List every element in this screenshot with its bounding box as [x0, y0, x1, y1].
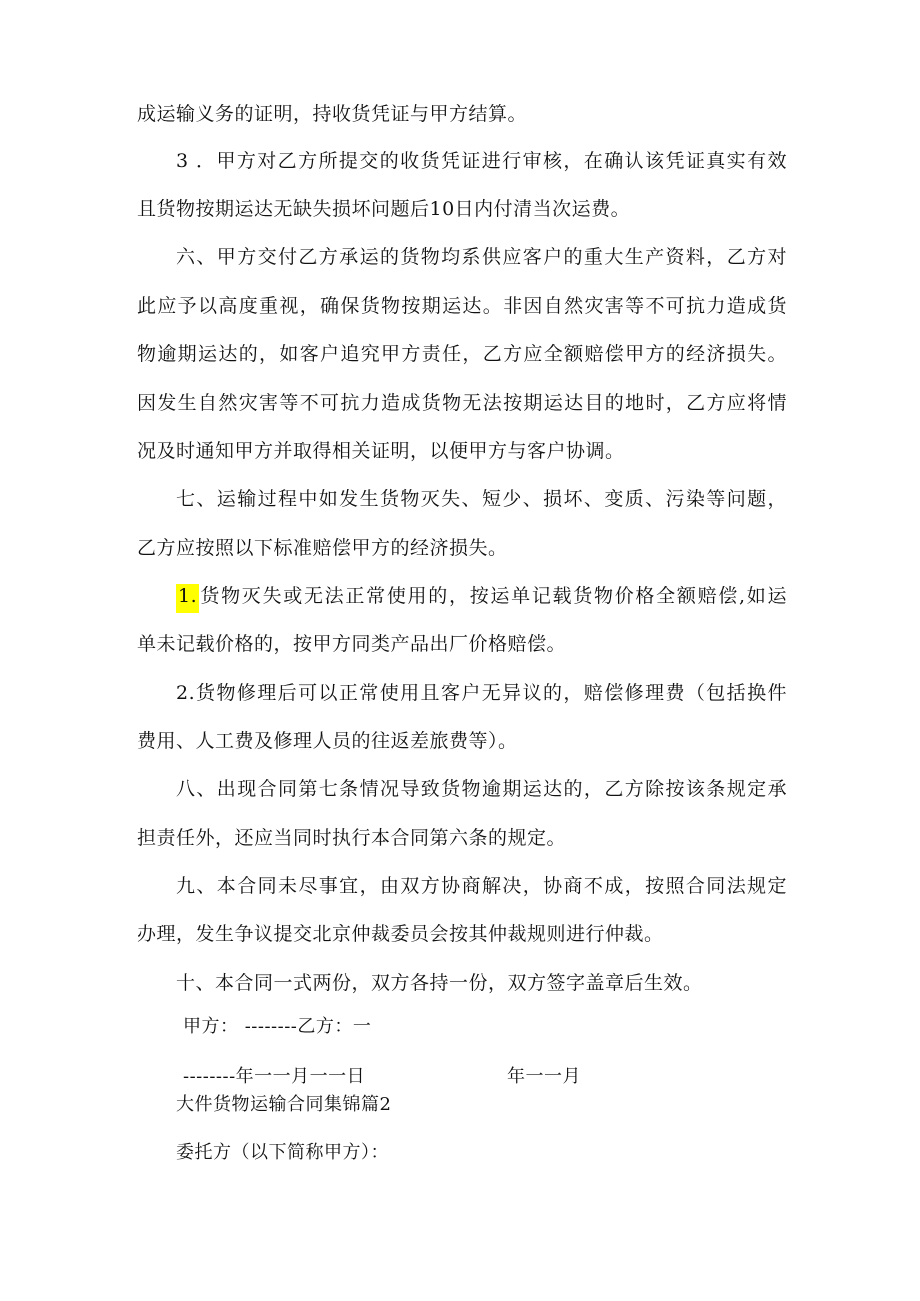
paragraph-line — [176, 584, 787, 608]
paragraph-line: 单未记载价格的，按甲方同类产品出厂价格赔偿。 — [137, 633, 567, 655]
paragraph-line: 2.货物修理后可以正常使用且客户无异议的，赔偿修理费（包括换件 — [176, 682, 787, 704]
section-title: 大件货物运输合同集锦篇2 — [176, 1094, 392, 1115]
paragraph-line: 办理，发生争议提交北京仲裁委员会按其仲裁规则进行仲裁。 — [137, 923, 664, 945]
paragraph-line: 3 ．甲方对乙方所提交的收货凭证进行审核，在确认该凭证真实有效 — [176, 150, 787, 172]
paragraph-line: 此应予以高度重视，确保货物按期运达。非因自然灾害等不可抗力造成货 — [137, 295, 787, 317]
paragraph-line: 物逾期运达的，如客户追究甲方责任，乙方应全额赔偿甲方的经济损失。 — [137, 343, 787, 365]
paragraph-line: 十、本合同一式两份，双方各持一份，双方签字盖章后生效。 — [176, 972, 703, 994]
paragraph-text: 货物灭失或无法正常使用的，按运单记载货物价格全额赔偿,如运 — [199, 585, 787, 607]
highlighted-number: 1. — [176, 584, 199, 613]
paragraph-line: 况及时通知甲方并取得相关证明，以便甲方与客户协调。 — [137, 440, 625, 462]
signature-parties: 甲方： --------乙方：一 — [183, 1016, 372, 1037]
paragraph-line: 费用、人工费及修理人员的往返差旅费等）。 — [137, 730, 518, 752]
paragraph-line: 六、甲方交付乙方承运的货物均系供应客户的重大生产资料，乙方对 — [176, 246, 787, 268]
client-label: 委托方（以下简称甲方）： — [176, 1142, 389, 1163]
signature-date-left: --------年一一月一一日 — [183, 1066, 366, 1087]
paragraph-line: 九、本合同未尽事宜，由双方协商解决，协商不成，按照合同法规定 — [176, 875, 787, 897]
paragraph-line: 七、运输过程中如发生货物灭失、短少、损坏、变质、污染等问题， — [176, 488, 787, 510]
paragraph-line: 成运输义务的证明，持收货凭证与甲方结算。 — [137, 103, 528, 125]
paragraph-line: 担责任外，还应当同时执行本合同第六条的规定。 — [137, 827, 567, 849]
paragraph-line: 因发生自然灾害等不可抗力造成货物无法按期运达目的地时，乙方应将情 — [137, 392, 787, 414]
paragraph-line: 且货物按期运达无缺失损坏问题后10日内付清当次运费。 — [137, 198, 631, 220]
paragraph-line: 乙方应按照以下标准赔偿甲方的经济损失。 — [137, 537, 508, 559]
signature-date-right: 年一一月 — [507, 1066, 581, 1087]
paragraph-line: 八、出现合同第七条情况导致货物逾期运达的，乙方除按该条规定承 — [176, 778, 787, 800]
